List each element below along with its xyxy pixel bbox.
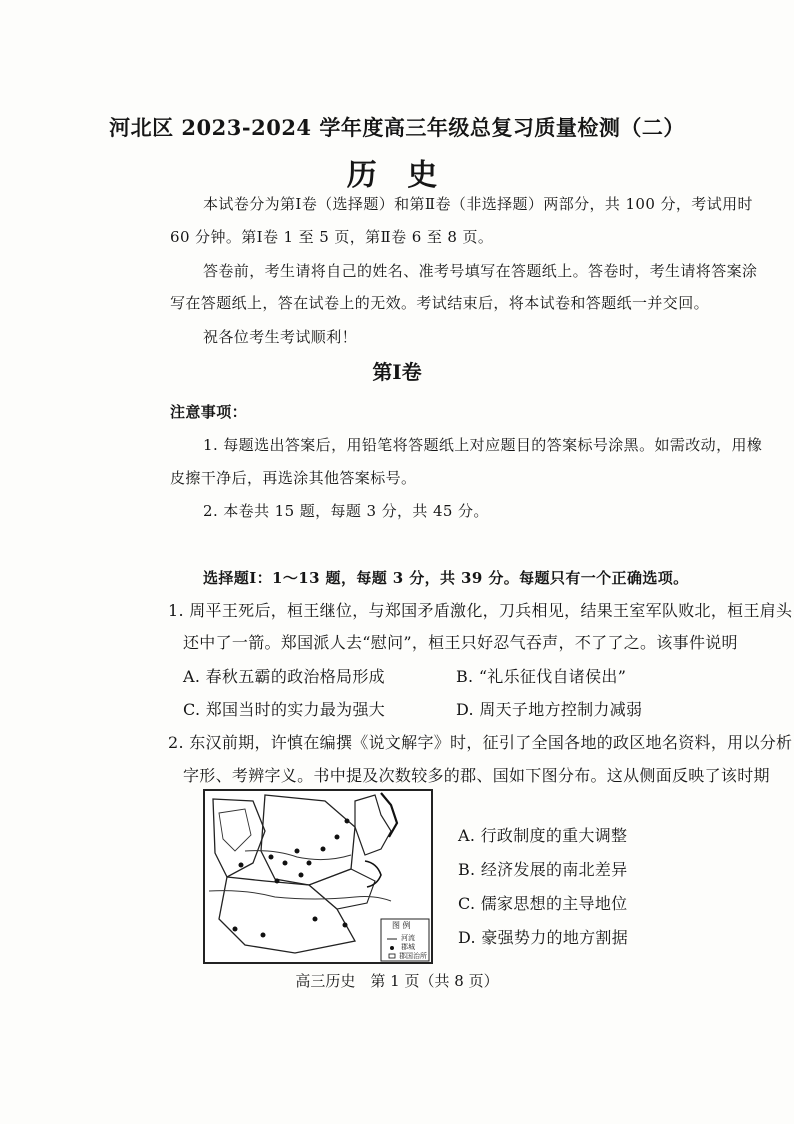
- subject-title: 历 史: [346, 158, 448, 193]
- map-graphic: [205, 791, 431, 962]
- note-line: 皮擦干净后，再选涂其他答案标号。: [170, 469, 417, 487]
- question-2-stem: 2. 东汉前期，许慎在编撰《说文解字》时，征引了全国各地的政区地名资料，用以分析: [168, 733, 793, 752]
- notes-heading: 注意事项：: [170, 403, 248, 421]
- section-title: 第Ⅰ卷: [372, 360, 422, 384]
- question-1-stem: 还中了一箭。郑国派人去“慰问”，桓王只好忍气吞声，不了了之。该事件说明: [183, 633, 738, 652]
- question-2-option-a: A. 行政制度的重大调整: [458, 826, 628, 845]
- question-2-option-b: B. 经济发展的南北差异: [458, 860, 628, 879]
- question-2-option-c: C. 儒家思想的主导地位: [458, 894, 628, 913]
- note-line: 1. 每题选出答案后，用铅笔将答题纸上对应题目的答案标号涂黑。如需改动，用橡: [203, 436, 763, 454]
- instruction-line: 写在答题纸上，答在试卷上的无效。考试结束后，将本试卷和答题纸一并交回。: [170, 294, 710, 312]
- instruction-line: 祝各位考生考试顺利！: [203, 328, 358, 346]
- question-1-option-a: A. 春秋五霸的政治格局形成: [183, 667, 385, 686]
- map-legend-river: 河流: [401, 934, 415, 942]
- question-1-option-d: D. 周天子地方控制力减弱: [456, 700, 643, 719]
- question-1-option-c: C. 郑国当时的实力最为强大: [183, 700, 386, 719]
- instruction-line: 答卷前，考生请将自己的姓名、准考号填写在答题纸上。答卷时，考生请将答案涂: [203, 262, 758, 280]
- part-intro: 选择题Ⅰ：1～13 题，每题 3 分，共 39 分。每题只有一个正确选项。: [203, 569, 689, 587]
- question-2-option-d: D. 豪强势力的地方割据: [458, 928, 629, 947]
- instruction-line: 60 分钟。第Ⅰ卷 1 至 5 页，第Ⅱ卷 6 至 8 页。: [170, 228, 494, 246]
- question-2-stem: 字形、考辨字义。书中提及次数较多的郡、国如下图分布。这从侧面反映了该时期: [183, 766, 770, 785]
- exam-title: 河北区 2023-2024 学年度高三年级总复习质量检测（二）: [109, 115, 685, 140]
- map-legend-title: 图 例: [392, 921, 411, 930]
- han-commandery-map: [203, 789, 433, 964]
- instruction-line: 本试卷分为第Ⅰ卷（选择题）和第Ⅱ卷（非选择题）两部分，共 100 分，考试用时: [203, 195, 753, 213]
- page-footer: 高三历史 第 1 页（共 8 页）: [295, 972, 499, 990]
- note-line: 2. 本卷共 15 题，每题 3 分，共 45 分。: [203, 502, 489, 520]
- map-legend-city: 郡城: [401, 943, 415, 951]
- map-legend-region: 郡国治所: [399, 952, 427, 960]
- question-1-stem: 1. 周平王死后，桓王继位，与郑国矛盾激化，刀兵相见，结果王室军队败北，桓王肩头: [168, 601, 793, 620]
- question-1-option-b: B. “礼乐征伐自诸侯出”: [456, 667, 627, 686]
